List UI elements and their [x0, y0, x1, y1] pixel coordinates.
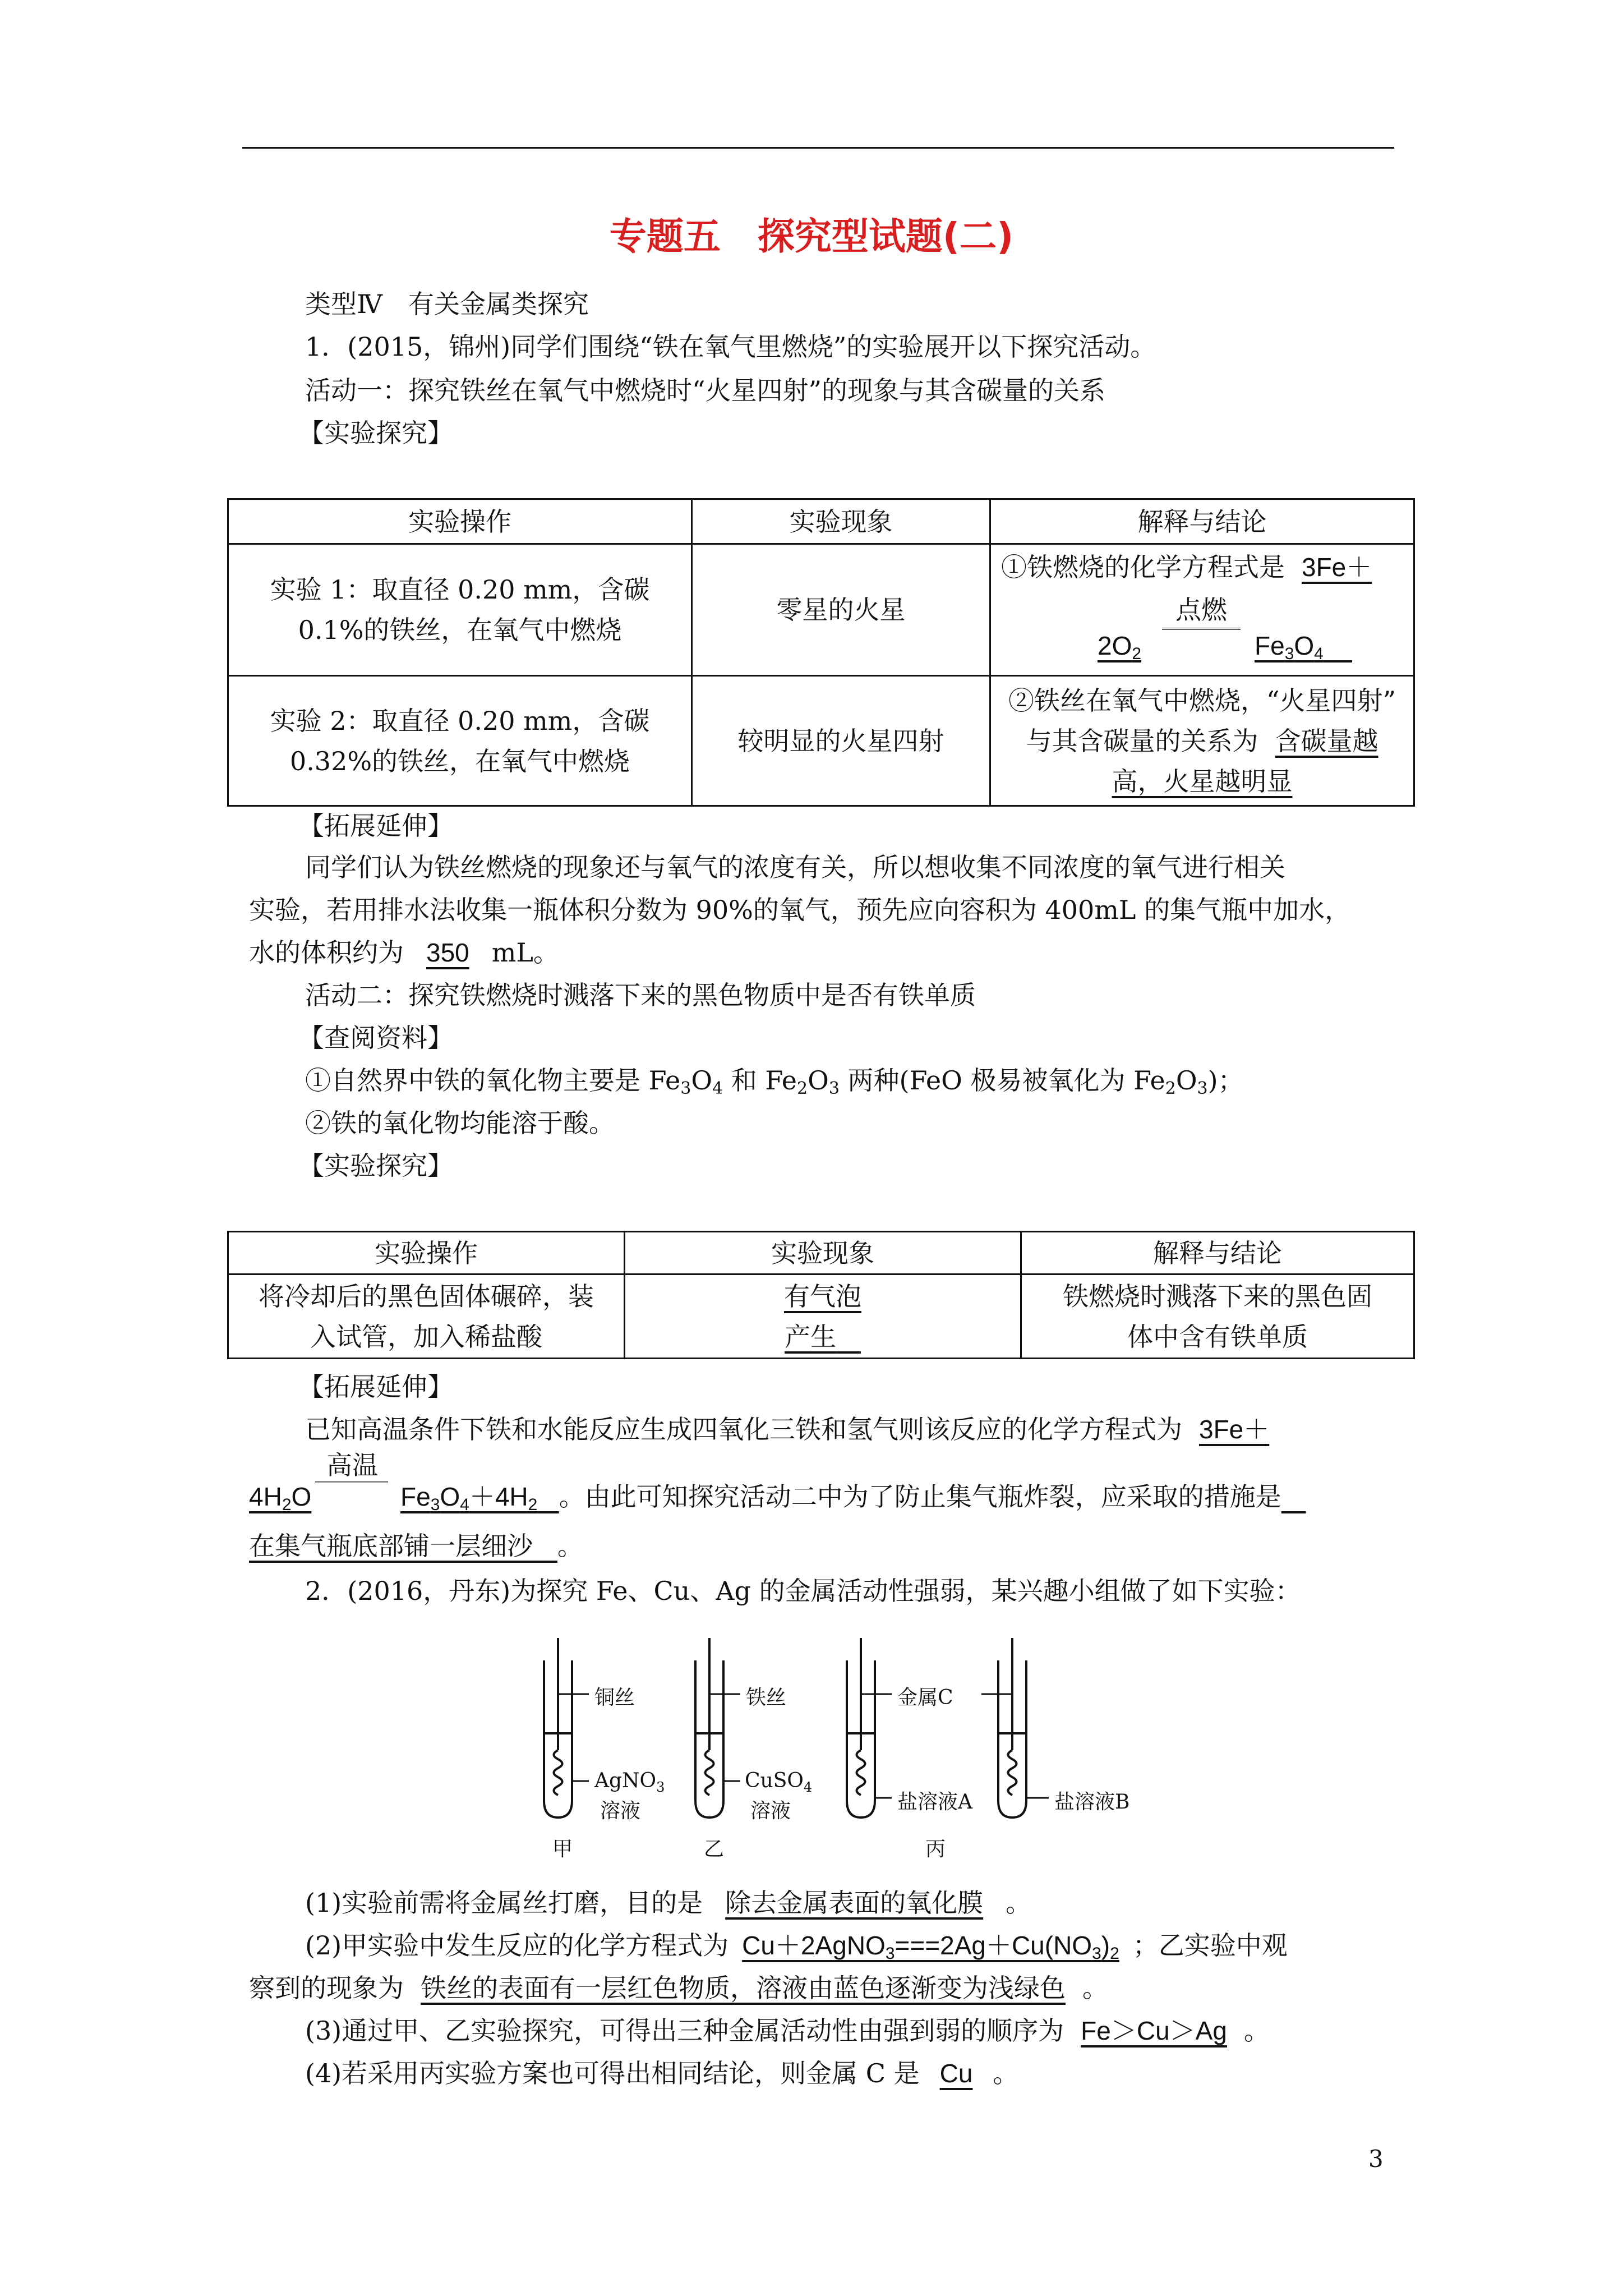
q1-intro: 1．(2015，锦州)同学们围绕“铁在氧气里燃烧”的实验展开以下探究活动。 — [305, 332, 1156, 362]
header-rule — [242, 147, 1394, 149]
q2-part1: (1)实验前需将金属丝打磨，目的是 除去金属表面的氧化膜 。 — [305, 1888, 1032, 1918]
page-title: 专题五 探究型试题(二) — [609, 215, 1014, 258]
extend2-line3: 在集气瓶底部铺一层细沙 。 — [249, 1531, 583, 1561]
reaction-bar — [1162, 628, 1241, 637]
extend-p2: 实验，若用排水法收集一瓶体积分数为 90%的氧气，预先应向容积为 400mL 的集气瓶中加水， — [249, 895, 1351, 925]
extend-p3: 水的体积约为 350 mL。 — [249, 937, 559, 968]
section-extend2: 【拓展延伸】 — [298, 1372, 453, 1402]
label-solution-1: 溶液 — [600, 1800, 641, 1823]
label-salt-b: 盐溶液B — [1054, 1791, 1130, 1814]
table2-cell: 铁燃烧时溅落下来的黑色固 体中含有铁单质 — [1021, 1274, 1414, 1359]
activity1: 活动一：探究铁丝在氧气中燃烧时“火星四射”的现象与其含碳量的关系 — [305, 375, 1106, 406]
table-2 — [227, 1231, 1415, 1359]
type-line: 类型Ⅳ 有关金属类探究 — [305, 289, 589, 319]
table1-cell: 零星的火星 — [692, 544, 990, 676]
q2-part2-cont: 察到的现象为 铁丝的表面有一层红色物质，溶液由蓝色逐渐变为浅绿色 。 — [249, 1973, 1108, 2003]
test-tube-figure — [522, 1638, 1251, 1862]
table1-cell: 较明显的火星四射 — [692, 676, 990, 806]
label-salt-a: 盐溶液A — [897, 1791, 972, 1814]
table2-cell: 有气泡 产生 — [625, 1274, 1021, 1359]
label-solution-2: 溶液 — [750, 1800, 791, 1823]
table2-cell: 将冷却后的黑色固体碾碎，装 入试管，加入稀盐酸 — [228, 1274, 625, 1359]
table1-cell: 实验 1：取直径 0.20 mm，含碳 0.1%的铁丝，在氧气中燃烧 — [228, 544, 692, 676]
extend-p1: 同学们认为铁丝燃烧的现象还与氧气的浓度有关，所以想收集不同浓度的氧气进行相关 — [305, 852, 1285, 882]
page-number: 3 — [1368, 2145, 1384, 2173]
q2-part4: (4)若采用丙实验方案也可得出相同结论，则金属 C 是 Cu 。 — [305, 2058, 1019, 2088]
section-lookup: 【查阅资料】 — [298, 1023, 453, 1053]
table1-header: 实验操作 — [228, 499, 692, 544]
table-1 — [227, 498, 1415, 807]
table2-header: 实验操作 — [228, 1232, 625, 1274]
q2-part3: (3)通过甲、乙实验探究，可得出三种金属活动性由强到弱的顺序为 Fe＞Cu＞Ag 。 — [305, 2016, 1270, 2046]
label-cuso4: CuSO$_4$ — [745, 1769, 813, 1795]
table2-header: 解释与结论 — [1021, 1232, 1414, 1274]
activity2: 活动二：探究铁燃烧时溅落下来的黑色物质中是否有铁单质 — [305, 980, 976, 1010]
table2-header: 实验现象 — [625, 1232, 1021, 1274]
test-tubes-diagram — [522, 1638, 1251, 1862]
reaction-bar-2 — [315, 1481, 388, 1490]
caption-yi: 乙 — [704, 1838, 725, 1861]
section-explore: 【实验探究】 — [298, 418, 453, 448]
caption-bing: 丙 — [925, 1838, 946, 1861]
extend2-line1: 已知高温条件下铁和水能反应生成四氧化三铁和氢气则该反应的化学方程式为 3Fe＋ — [305, 1414, 1270, 1444]
lookup-1: ①自然界中铁的氧化物主要是 $Fe_3O_4$ 和 $Fe_2O_3$ 两种(FeO 极易被氧化为 $Fe_2O_3$)； — [305, 1065, 1244, 1098]
table1-cell: 实验 2：取直径 0.20 mm，含碳 0.32%的铁丝，在氧气中燃烧 — [228, 676, 692, 806]
condition-ignite: 点燃 — [1175, 595, 1227, 625]
caption-jia: 甲 — [552, 1838, 573, 1861]
table1-header: 解释与结论 — [990, 499, 1414, 544]
table1-cell-eq: ①铁燃烧的化学方程式是 3Fe＋ $2O_2$ 点燃 $Fe_3O_4$ — [990, 544, 1414, 676]
section-explore2: 【实验探究】 — [298, 1151, 453, 1181]
section-extend: 【拓展延伸】 — [298, 811, 453, 841]
table1-header: 实验现象 — [692, 499, 990, 544]
q2-intro: 2．(2016，丹东)为探究 Fe、Cu、Ag 的金属活动性强弱，某兴趣小组做了如下实验： — [305, 1576, 1301, 1606]
condition-high-temp: 高温 — [326, 1450, 378, 1480]
label-iron-wire: 铁丝 — [746, 1686, 787, 1709]
extend2-eq-left: $4H_2O$ — [249, 1482, 312, 1514]
label-agno3: AgNO$_3$ — [594, 1769, 665, 1795]
q2-part2: (2)甲实验中发生反应的化学方程式为 $Cu+2AgNO_3===2Ag+Cu(NO_3)_2$ ；乙实验中观 — [305, 1930, 1288, 1963]
lookup-2: ②铁的氧化物均能溶于酸。 — [305, 1108, 615, 1138]
label-metal-c: 金属C — [897, 1686, 953, 1709]
table1-cell: ②铁丝在氧气中燃烧，“火星四射” 与其含碳量的关系为 含碳量越 高，火星越明显 — [990, 676, 1414, 806]
extend2-line2: $Fe_3O_4+4H_2$ 。由此可知探究活动二中为了防止集气瓶炸裂，应采取的措施是 — [400, 1481, 1281, 1514]
label-copper-wire: 铜丝 — [594, 1686, 635, 1709]
